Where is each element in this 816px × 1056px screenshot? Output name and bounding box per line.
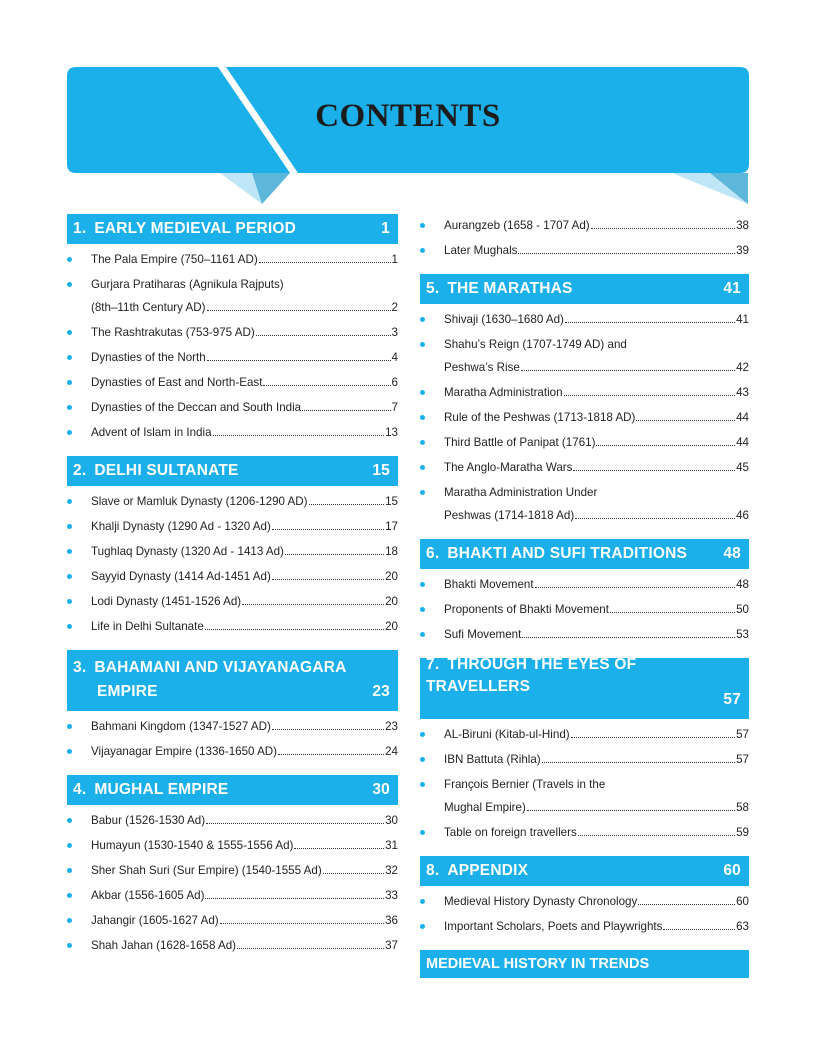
toc-entry-page: 48 bbox=[736, 578, 749, 591]
toc-entry[interactable] bbox=[67, 421, 398, 446]
toc-entry-title: Rule of the Peshwas (1713-1818 AD) bbox=[444, 411, 636, 424]
toc-entry-title: The Rashtrakutas (753-975 AD) bbox=[91, 326, 255, 339]
toc-entry[interactable] bbox=[420, 748, 749, 773]
toc-entry-page: 15 bbox=[385, 495, 398, 508]
toc-entry-title: Mughal Empire) bbox=[444, 801, 526, 814]
dot-leader bbox=[591, 228, 735, 229]
section-title-text: THE MARATHAS bbox=[447, 280, 573, 297]
toc-entry-title: Shivaji (1630–1680 Ad) bbox=[444, 313, 564, 326]
toc-entry-page: 38 bbox=[736, 219, 749, 232]
bullet-dot-icon bbox=[67, 430, 72, 435]
section-number: 5. bbox=[426, 280, 440, 297]
toc-entry-title: Sayyid Dynasty (1414 Ad-1451 Ad) bbox=[91, 570, 271, 583]
dot-leader bbox=[596, 445, 735, 446]
toc-entry-title: Medieval History Dynasty Chronology bbox=[444, 895, 638, 908]
toc-entry-title: Bhakti Movement bbox=[444, 578, 534, 591]
toc-section bbox=[67, 775, 398, 959]
toc-entry-page: 44 bbox=[736, 436, 749, 449]
toc-entry-title: Bahmani Kingdom (1347-1527 AD) bbox=[91, 720, 271, 733]
toc-entry-page: 20 bbox=[385, 570, 398, 583]
dot-leader bbox=[207, 310, 391, 311]
toc-entry-page: 63 bbox=[736, 920, 749, 933]
bullet-dot-icon bbox=[420, 490, 425, 495]
dot-leader bbox=[263, 385, 390, 386]
dot-leader bbox=[323, 873, 384, 874]
toc-entry[interactable] bbox=[67, 371, 398, 396]
dot-leader bbox=[663, 929, 735, 930]
bullet-dot-icon bbox=[420, 924, 425, 929]
section-header[interactable] bbox=[420, 539, 749, 569]
toc-entry[interactable] bbox=[67, 540, 398, 565]
bullet-dot-icon bbox=[67, 549, 72, 554]
bullet-dot-icon bbox=[67, 499, 72, 504]
dot-leader bbox=[259, 262, 391, 263]
toc-entry-title: Dynasties of the North bbox=[91, 351, 206, 364]
section-number: 2. bbox=[73, 462, 87, 479]
section-title bbox=[73, 462, 239, 480]
bullet-dot-icon bbox=[67, 943, 72, 948]
bullet-dot-icon bbox=[67, 749, 72, 754]
toc-entry-title: Proponents of Bhakti Movement bbox=[444, 603, 609, 616]
toc-entry-page: 20 bbox=[385, 620, 398, 633]
bullet-dot-icon bbox=[420, 830, 425, 835]
bullet-dot-icon bbox=[420, 248, 425, 253]
dot-leader bbox=[242, 604, 384, 605]
toc-entry-page: 50 bbox=[736, 603, 749, 616]
toc-entry-title: The Anglo-Maratha Wars bbox=[444, 461, 573, 474]
toc-entry-title: Advent of Islam in India bbox=[91, 426, 212, 439]
toc-entry[interactable] bbox=[67, 740, 398, 765]
toc-entry[interactable] bbox=[420, 623, 749, 648]
toc-entry[interactable] bbox=[420, 239, 749, 264]
dot-leader bbox=[206, 823, 384, 824]
section-title bbox=[426, 654, 741, 698]
toc-entry[interactable] bbox=[67, 715, 398, 740]
dot-leader bbox=[272, 579, 384, 580]
toc-entry-title: AL-Biruni (Kitab-ul-Hind) bbox=[444, 728, 570, 741]
toc-entry-title: Jahangir (1605-1627 Ad) bbox=[91, 914, 219, 927]
dot-leader bbox=[237, 948, 384, 949]
dot-leader bbox=[213, 435, 385, 436]
contents-right-column bbox=[420, 214, 749, 978]
dot-leader bbox=[571, 737, 735, 738]
bullet-dot-icon bbox=[420, 607, 425, 612]
section-title bbox=[426, 545, 687, 563]
toc-entry[interactable] bbox=[67, 346, 398, 371]
dot-leader bbox=[272, 729, 384, 730]
section-title bbox=[73, 781, 228, 799]
toc-entry[interactable] bbox=[420, 456, 749, 481]
section-title-text: MUGHAL EMPIRE bbox=[94, 781, 229, 798]
section-number: 1. bbox=[73, 220, 87, 237]
dot-leader bbox=[638, 904, 735, 905]
toc-entry-title: Important Scholars, Poets and Playwrights bbox=[444, 920, 663, 933]
toc-entry-page: 42 bbox=[736, 361, 749, 374]
bullet-dot-icon bbox=[420, 899, 425, 904]
bullet-dot-icon bbox=[67, 574, 72, 579]
toc-entry-page: 46 bbox=[736, 509, 749, 522]
dot-leader bbox=[636, 420, 735, 421]
toc-entry[interactable] bbox=[67, 909, 398, 934]
bullet-dot-icon bbox=[67, 524, 72, 529]
toc-entry-title: Vijayanagar Empire (1336-1650 AD) bbox=[91, 745, 278, 758]
bullet-dot-icon bbox=[67, 818, 72, 823]
section-title-text: EARLY MEDIEVAL PERIOD bbox=[94, 220, 297, 237]
bullet-dot-icon bbox=[67, 724, 72, 729]
toc-entry-page: 37 bbox=[385, 939, 398, 952]
section-header-line2 bbox=[73, 679, 390, 705]
toc-entry-title: Later Mughals bbox=[444, 244, 518, 257]
section-title-text: DELHI SULTANATE bbox=[94, 462, 239, 479]
toc-entry-title: Peshwas (1714-1818 Ad) bbox=[444, 509, 575, 522]
toc-entry-page: 45 bbox=[736, 461, 749, 474]
page-title: CONTENTS bbox=[315, 98, 501, 134]
toc-entry-page: 44 bbox=[736, 411, 749, 424]
bullet-dot-icon bbox=[67, 599, 72, 604]
toc-entry-title: Peshwa’s Rise bbox=[444, 361, 520, 374]
section-title-text: BHAKTI AND SUFI TRADITIONS bbox=[447, 545, 688, 562]
section-header-line1 bbox=[426, 656, 741, 695]
contents-left-column bbox=[67, 214, 398, 969]
dot-leader bbox=[565, 322, 735, 323]
toc-entry-title: The Pala Empire (750–1161 AD) bbox=[91, 253, 258, 266]
section-page: 41 bbox=[723, 280, 741, 297]
toc-entry[interactable] bbox=[67, 809, 398, 834]
section-page: 30 bbox=[372, 781, 390, 798]
bullet-dot-icon bbox=[67, 843, 72, 848]
dot-leader bbox=[535, 587, 736, 588]
toc-entry-title: Life in Delhi Sultanate bbox=[91, 620, 204, 633]
section-header-trends[interactable]: MEDIEVAL HISTORY IN TRENDS bbox=[420, 950, 749, 978]
bullet-dot-icon bbox=[420, 732, 425, 737]
toc-entry-page: 20 bbox=[385, 595, 398, 608]
toc-continued-entries bbox=[420, 214, 749, 264]
dot-leader bbox=[573, 470, 735, 471]
toc-entry-page: 33 bbox=[385, 889, 398, 902]
dot-leader bbox=[542, 762, 735, 763]
toc-entry[interactable] bbox=[67, 934, 398, 959]
section-title-text: THROUGH THE EYES OF TRAVELLERS bbox=[426, 656, 637, 695]
toc-entry-title: Table on foreign travellers bbox=[444, 826, 577, 839]
toc-entry[interactable] bbox=[420, 431, 749, 456]
dot-leader bbox=[256, 335, 391, 336]
bullet-dot-icon bbox=[420, 223, 425, 228]
toc-entry-page: 6 bbox=[391, 376, 398, 389]
dot-leader bbox=[294, 848, 384, 849]
toc-entry-page: 31 bbox=[385, 839, 398, 852]
toc-entry-title-line1: François Bernier (Travels in the bbox=[444, 778, 606, 791]
bullet-dot-icon bbox=[67, 330, 72, 335]
dot-leader bbox=[272, 529, 384, 530]
toc-entry-title: Dynasties of East and North-East bbox=[91, 376, 263, 389]
toc-entry-line2 bbox=[444, 361, 749, 375]
toc-entry-title: IBN Battuta (Rihla) bbox=[444, 753, 541, 766]
toc-entry-page: 30 bbox=[385, 814, 398, 827]
dot-leader bbox=[527, 810, 735, 811]
dot-leader bbox=[578, 835, 735, 836]
toc-entry-page: 32 bbox=[385, 864, 398, 877]
toc-entry-page: 4 bbox=[391, 351, 398, 364]
toc-entry-title: Humayun (1530-1540 & 1555-1556 Ad) bbox=[91, 839, 294, 852]
toc-entry[interactable] bbox=[420, 915, 749, 940]
toc-entry-page: 39 bbox=[736, 244, 749, 257]
bullet-dot-icon bbox=[67, 380, 72, 385]
toc-entry[interactable] bbox=[420, 773, 749, 821]
toc-entry-title: Aurangzeb (1658 - 1707 Ad) bbox=[444, 219, 590, 232]
bullet-dot-icon bbox=[420, 632, 425, 637]
toc-entry[interactable] bbox=[67, 490, 398, 515]
section-title-text: APPENDIX bbox=[447, 862, 529, 879]
toc-entry[interactable] bbox=[420, 573, 749, 598]
toc-entry-title: Dynasties of the Deccan and South India bbox=[91, 401, 302, 414]
toc-section bbox=[420, 539, 749, 648]
toc-entry-page: 13 bbox=[385, 426, 398, 439]
toc-entry[interactable] bbox=[420, 308, 749, 333]
toc-entry[interactable] bbox=[67, 321, 398, 346]
toc-entry-line2 bbox=[444, 509, 749, 523]
dot-leader bbox=[522, 637, 735, 638]
toc-entry-title-line1: Gurjara Pratiharas (Agnikula Rajputs) bbox=[91, 278, 284, 291]
section-title bbox=[426, 862, 528, 880]
section-page: 15 bbox=[372, 462, 390, 479]
section-header[interactable] bbox=[420, 856, 749, 886]
toc-entry-page: 18 bbox=[385, 545, 398, 558]
toc-entry[interactable] bbox=[67, 615, 398, 640]
toc-entry-title: Third Battle of Panipat (1761) bbox=[444, 436, 596, 449]
dot-leader bbox=[205, 629, 384, 630]
bullet-dot-icon bbox=[420, 757, 425, 762]
bullet-dot-icon bbox=[420, 782, 425, 787]
bullet-dot-icon bbox=[420, 342, 425, 347]
section-header[interactable] bbox=[67, 650, 398, 711]
toc-entry[interactable] bbox=[420, 723, 749, 748]
toc-entry-title-line1: Shahu’s Reign (1707-1749 AD) and bbox=[444, 338, 627, 351]
section-title bbox=[73, 657, 347, 679]
section-title-text: BAHAMANI AND VIJAYANAGARA bbox=[94, 659, 347, 676]
section-page: 57 bbox=[723, 691, 741, 708]
toc-entry[interactable] bbox=[420, 381, 749, 406]
section-header[interactable] bbox=[67, 456, 398, 486]
dot-leader bbox=[564, 395, 736, 396]
toc-entry[interactable] bbox=[67, 590, 398, 615]
toc-entry-page: 23 bbox=[385, 720, 398, 733]
dot-leader bbox=[205, 898, 384, 899]
bullet-dot-icon bbox=[67, 868, 72, 873]
toc-entry-page: 24 bbox=[385, 745, 398, 758]
bullet-dot-icon bbox=[67, 405, 72, 410]
toc-entry-page: 36 bbox=[385, 914, 398, 927]
section-header[interactable] bbox=[67, 214, 398, 244]
dot-leader bbox=[575, 518, 735, 519]
toc-section bbox=[420, 274, 749, 529]
toc-entry-page: 57 bbox=[736, 728, 749, 741]
toc-entry-title: Sher Shah Suri (Sur Empire) (1540-1555 Ad) bbox=[91, 864, 322, 877]
toc-section bbox=[420, 658, 749, 846]
toc-entry-line2 bbox=[91, 301, 398, 315]
toc-entry-title-line1: Maratha Administration Under bbox=[444, 486, 598, 499]
toc-entry[interactable] bbox=[420, 333, 749, 381]
toc-entry-page: 60 bbox=[736, 895, 749, 908]
section-number: 7. bbox=[426, 656, 440, 673]
dot-leader bbox=[220, 923, 384, 924]
toc-entry-page: 43 bbox=[736, 386, 749, 399]
bullet-dot-icon bbox=[420, 317, 425, 322]
toc-entry-page: 3 bbox=[391, 326, 398, 339]
bullet-dot-icon bbox=[67, 282, 72, 287]
bullet-dot-icon bbox=[420, 582, 425, 587]
section-header[interactable] bbox=[420, 658, 749, 719]
bullet-dot-icon bbox=[420, 440, 425, 445]
toc-entry-page: 2 bbox=[391, 301, 398, 314]
section-header[interactable] bbox=[67, 775, 398, 805]
section-title-line2: EMPIRE bbox=[97, 683, 158, 700]
bullet-dot-icon bbox=[67, 893, 72, 898]
dot-leader bbox=[278, 754, 384, 755]
bullet-dot-icon bbox=[420, 415, 425, 420]
toc-entry[interactable] bbox=[420, 821, 749, 846]
section-page: 1 bbox=[381, 220, 390, 237]
toc-entry-title: Maratha Administration bbox=[444, 386, 563, 399]
dot-leader bbox=[521, 370, 735, 371]
toc-entry[interactable] bbox=[420, 214, 749, 239]
dot-leader bbox=[207, 360, 391, 361]
toc-entry-page: 59 bbox=[736, 826, 749, 839]
section-title bbox=[73, 220, 296, 238]
toc-entry-line2 bbox=[444, 801, 749, 815]
section-header-line1 bbox=[73, 657, 390, 679]
bullet-dot-icon bbox=[67, 624, 72, 629]
toc-entry-title: Shah Jahan (1628-1658 Ad) bbox=[91, 939, 237, 952]
toc-entry[interactable] bbox=[420, 481, 749, 529]
toc-entry[interactable] bbox=[67, 565, 398, 590]
toc-entry[interactable] bbox=[67, 396, 398, 421]
toc-entry-title: Babur (1526-1530 Ad) bbox=[91, 814, 206, 827]
section-number: 3. bbox=[73, 659, 87, 676]
toc-entry[interactable] bbox=[420, 598, 749, 623]
toc-entry-page: 1 bbox=[391, 253, 398, 266]
toc-entry-title: Sufi Movement bbox=[444, 628, 522, 641]
toc-entry[interactable] bbox=[67, 273, 398, 321]
dot-leader bbox=[309, 504, 385, 505]
bullet-dot-icon bbox=[67, 918, 72, 923]
toc-section bbox=[67, 650, 398, 765]
section-page: 48 bbox=[723, 545, 741, 562]
toc-entry-title: (8th–11th Century AD) bbox=[91, 301, 206, 314]
toc-entry-title: Khalji Dynasty (1290 Ad - 1320 Ad) bbox=[91, 520, 271, 533]
toc-entry-page: 57 bbox=[736, 753, 749, 766]
section-number: 4. bbox=[73, 781, 87, 798]
toc-entry[interactable] bbox=[67, 884, 398, 909]
section-title bbox=[426, 280, 573, 298]
toc-entry-page: 58 bbox=[736, 801, 749, 814]
toc-entry-page: 53 bbox=[736, 628, 749, 641]
toc-section bbox=[420, 856, 749, 940]
toc-entry-page: 7 bbox=[391, 401, 398, 414]
bullet-dot-icon bbox=[67, 355, 72, 360]
toc-entry[interactable] bbox=[67, 859, 398, 884]
toc-entry[interactable] bbox=[67, 248, 398, 273]
toc-entry[interactable] bbox=[67, 515, 398, 540]
toc-entry-page: 41 bbox=[736, 313, 749, 326]
toc-section bbox=[67, 214, 398, 446]
section-page: 23 bbox=[372, 683, 390, 700]
toc-entry-title: Slave or Mamluk Dynasty (1206-1290 AD) bbox=[91, 495, 308, 508]
toc-entry-title: Lodi Dynasty (1451-1526 Ad) bbox=[91, 595, 242, 608]
toc-entry-page: 17 bbox=[385, 520, 398, 533]
dot-leader bbox=[285, 554, 384, 555]
dot-leader bbox=[518, 253, 735, 254]
section-page: 60 bbox=[723, 862, 741, 879]
dot-leader bbox=[302, 410, 390, 411]
section-number: 8. bbox=[426, 862, 440, 879]
toc-entry-title: Akbar (1556-1605 Ad) bbox=[91, 889, 205, 902]
dot-leader bbox=[610, 612, 735, 613]
bullet-dot-icon bbox=[420, 390, 425, 395]
toc-entry[interactable] bbox=[420, 406, 749, 431]
section-number: 6. bbox=[426, 545, 440, 562]
toc-entry[interactable] bbox=[420, 890, 749, 915]
section-header[interactable] bbox=[420, 274, 749, 304]
bullet-dot-icon bbox=[420, 465, 425, 470]
bullet-dot-icon bbox=[67, 257, 72, 262]
toc-entry[interactable] bbox=[67, 834, 398, 859]
toc-entry-title: Tughlaq Dynasty (1320 Ad - 1413 Ad) bbox=[91, 545, 284, 558]
toc-section bbox=[67, 456, 398, 640]
